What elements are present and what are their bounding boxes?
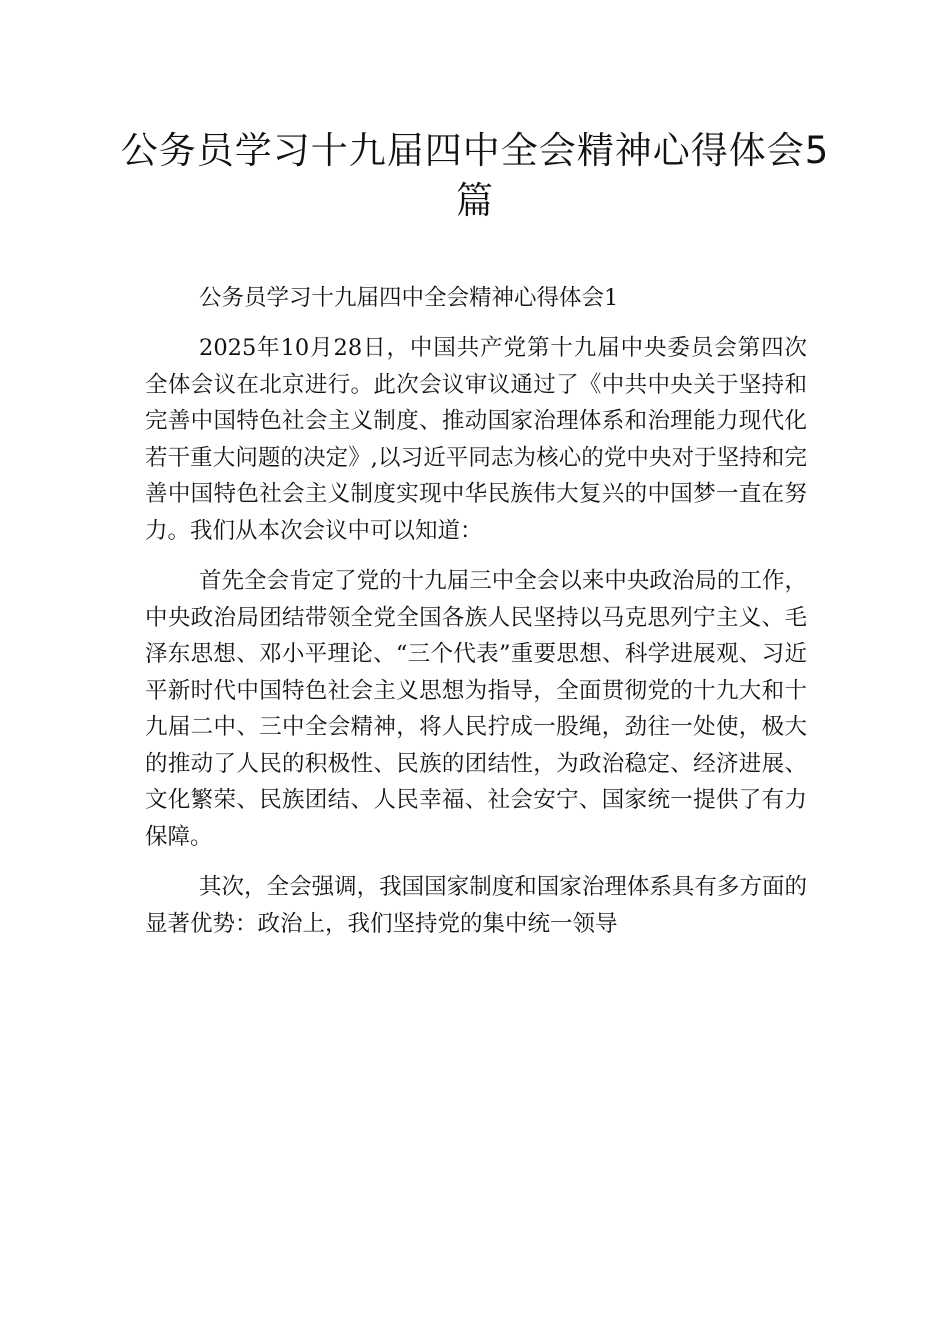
body-paragraph-1: 2025年10月28日，中国共产党第十九届中央委员会第四次全体会议在北京进行。此次会议审议通过了《中共中央关于坚持和完善中国特色社会主义制度、推动国家治理体系和治理能力现代化若干重大问题的决定》,以习近平同志为核心的党中央对于坚持和完善中国特色社会主义制度实现中华民族伟大复兴的中国梦一直在努力。我们从本次会议中可以知道： bbox=[145, 335, 807, 544]
document-title: 公务员学习十九届四中全会精神心得体会5篇 bbox=[120, 129, 830, 222]
section-heading: 公务员学习十九届四中全会精神心得体会1 bbox=[199, 285, 619, 311]
body-paragraph-2: 首先全会肯定了党的十九届三中全会以来中央政治局的工作，中央政治局团结带领全党全国各族人民坚持以马克思列宁主义、毛泽东思想、邓小平理论、“三个代表”重要思想、科学进展观、习近平新时代中国特色社会主义思想为指导，全面贯彻党的十九大和十九届二中、三中全会精神，将人民拧成一股绳，劲往一处使，极大的推动了人民的积极性、民族的团结性，为政治稳定、经济进展、文化繁荣、民族团结、人民幸福、社会安宁、国家统一提供了有力保障。 bbox=[145, 568, 807, 850]
document-body bbox=[145, 330, 807, 956]
body-paragraph-3: 其次，全会强调，我国国家制度和国家治理体系具有多方面的显著优势：政治上，我们坚持党的集中统一领导 bbox=[145, 874, 807, 937]
